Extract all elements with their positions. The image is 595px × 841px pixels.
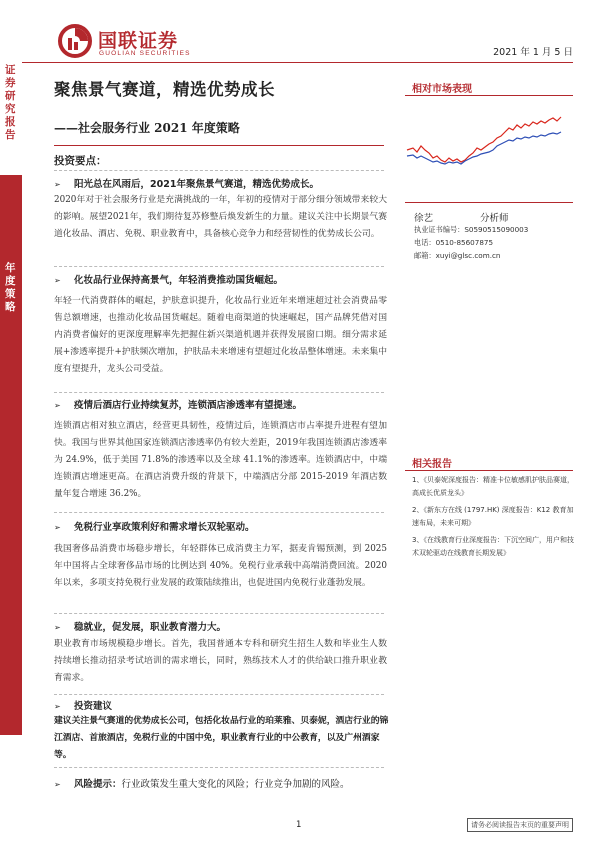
section-heading-2: ➢ 化妆品行业保持高景气，年轻消费推动国货崛起。	[54, 275, 284, 286]
related-report-3[interactable]: 3、《在线教育行业深度报告：下沉空间广，用户和技术双轮驱动在线教育长期发展》	[412, 536, 574, 557]
logo-text-en: GUOLIAN SECURITIES	[99, 50, 191, 57]
section-divider	[54, 767, 384, 768]
related-report-1[interactable]: 1、《贝泰妮深度报告：精准卡位敏感肌护肤品赛道，高成长优质龙头》	[412, 476, 574, 497]
section-paragraph-1: 2020年对于社会服务行业是充满挑战的一年，年初的疫情对于部分细分领域带来较大的影响。展望2021年，我们期待复苏修整后焕发新生的力量。建议关注中长期景气赛道化妆品、酒店、免税、职业教育中，具备核心竞争力和经营韧性的优势成长公司。	[54, 195, 387, 239]
arrow-icon: ➢	[54, 276, 61, 285]
company-logo	[58, 24, 92, 58]
arrow-icon: ➢	[54, 702, 61, 711]
investment-suggestion: 建议关注景气赛道的优势成长公司，包括化妆品行业的珀莱雅、贝泰妮，酒店行业的锦江酒店、首旅酒店，免税行业的中国中免，职业教育行业的中公教育，以及广州酒家等。	[54, 716, 389, 760]
section-divider	[54, 694, 384, 695]
arrow-icon: ➢	[54, 780, 61, 789]
related-reports-heading: 相关报告	[412, 459, 452, 470]
right-divider	[405, 202, 573, 203]
section-heading-1: ➢ 阳光总在风雨后，2021年聚焦景气赛道，精选优势成长。	[54, 179, 319, 190]
right-divider	[405, 95, 573, 96]
header-divider	[22, 62, 573, 63]
analyst-name: 徐艺	[414, 213, 434, 224]
page-number: 1	[296, 820, 302, 830]
section-paragraph-5: 职业教育市场规模稳步增长。首先，我国普通本专科和研究生招生人数和毕业生人数持续增长推动招录考试培训的需求增长，同时，熟练技术人才的供给缺口推升职业教育需求。	[54, 639, 387, 683]
report-date: 2021 年 1 月 5 日	[493, 47, 573, 58]
arrow-icon: ➢	[54, 523, 61, 532]
section-heading-3: ➢ 疫情后酒店行业持续复苏，连锁酒店渗透率有望提速。	[54, 400, 303, 411]
report-subtitle: ——社会服务行业 2021 年度策略	[54, 121, 240, 135]
section-heading-5: ➢ 稳就业，促发展，职业教育潜力大。	[54, 622, 227, 633]
relative-performance-chart	[405, 98, 573, 198]
sidebar-band	[0, 175, 22, 735]
right-divider	[405, 470, 573, 471]
sidebar-category: 年度策略	[5, 262, 16, 313]
title-divider	[54, 145, 384, 146]
analyst-phone: 电话：0510-85607875	[414, 238, 494, 247]
arrow-icon: ➢	[54, 180, 61, 189]
analyst-email[interactable]: 邮箱：xuyi@glsc.com.cn	[414, 251, 501, 260]
report-title: 聚焦景气赛道，精选优势成长	[54, 80, 275, 99]
section-heading-4: ➢ 免税行业享政策利好和需求增长双轮驱动。	[54, 522, 255, 533]
sidebar-report-type: 证券研究报告	[5, 64, 16, 141]
section-paragraph-3: 连锁酒店相对独立酒店，经营更具韧性，疫情过后，连锁酒店市占率提升进程有望加快。我国与世界其他国家连锁酒店渗透率仍有较大差距，2019年我国连锁酒店渗透率为 24.9%，低于美国 71.8%的渗透率以及全球 41.1%的渗透率。连锁酒店中，中端连锁酒店增速更高。在酒店消费升级的背景下，中端酒店分部 2015-2019 年酒店数量年复合增速 36.2%。	[54, 421, 387, 499]
section-divider	[54, 266, 384, 267]
investment-heading: 投资要点：	[54, 155, 107, 167]
related-report-2[interactable]: 2、《新东方在线 (1797.HK) 深度报告：K12 教育加速布局，未来可期》	[412, 506, 574, 527]
market-performance-heading: 相对市场表现	[412, 84, 472, 95]
arrow-icon: ➢	[54, 623, 61, 632]
section-paragraph-2: 年轻一代消费群体的崛起，护肤意识提升，化妆品行业近年来增速超过社会消费品零售总额增速，也推动化妆品国货崛起。随着电商渠道的快速崛起，国产品牌凭借对国内消费者偏好的更深度理解率先把握住新兴渠道机遇并获得发展窗口期。细分需求延展+渗透率提升+护肤频次增加，护肤品未来增速有望超过化妆品整体增速。未来集中度有望提升，龙头公司受益。	[54, 296, 387, 374]
section-divider	[54, 613, 384, 614]
section-paragraph-4: 我国奢侈品消费市场稳步增长，年轻群体已成消费主力军，据麦肯锡预测，到 2025 年中国将占全球奢侈品市场的比例达到 40%。免税行业承载中高端消费回流。2020 年以来，多项支持免税行业发展的政策陆续推出，也促进国内免税行业蓬勃发展。	[54, 544, 387, 588]
analyst-role: 分析师	[480, 213, 509, 224]
logo-text-cn: 国联证券	[98, 30, 179, 52]
section-heading-6: ➢ 投资建议	[54, 701, 113, 712]
arrow-icon: ➢	[54, 401, 61, 410]
section-divider	[54, 392, 384, 393]
analyst-license: 执业证书编号：S0590515090003	[414, 225, 529, 234]
risk-line: ➢ 风险提示：行业政策发生重大变化的风险；行业竞争加剧的风险。	[54, 779, 350, 790]
disclaimer-note: 请务必阅读报告末页的重要声明	[467, 818, 573, 832]
risk-text: 行业政策发生重大变化的风险；行业竞争加剧的风险。	[121, 779, 350, 790]
section-divider	[54, 512, 384, 513]
section-divider	[54, 170, 384, 171]
